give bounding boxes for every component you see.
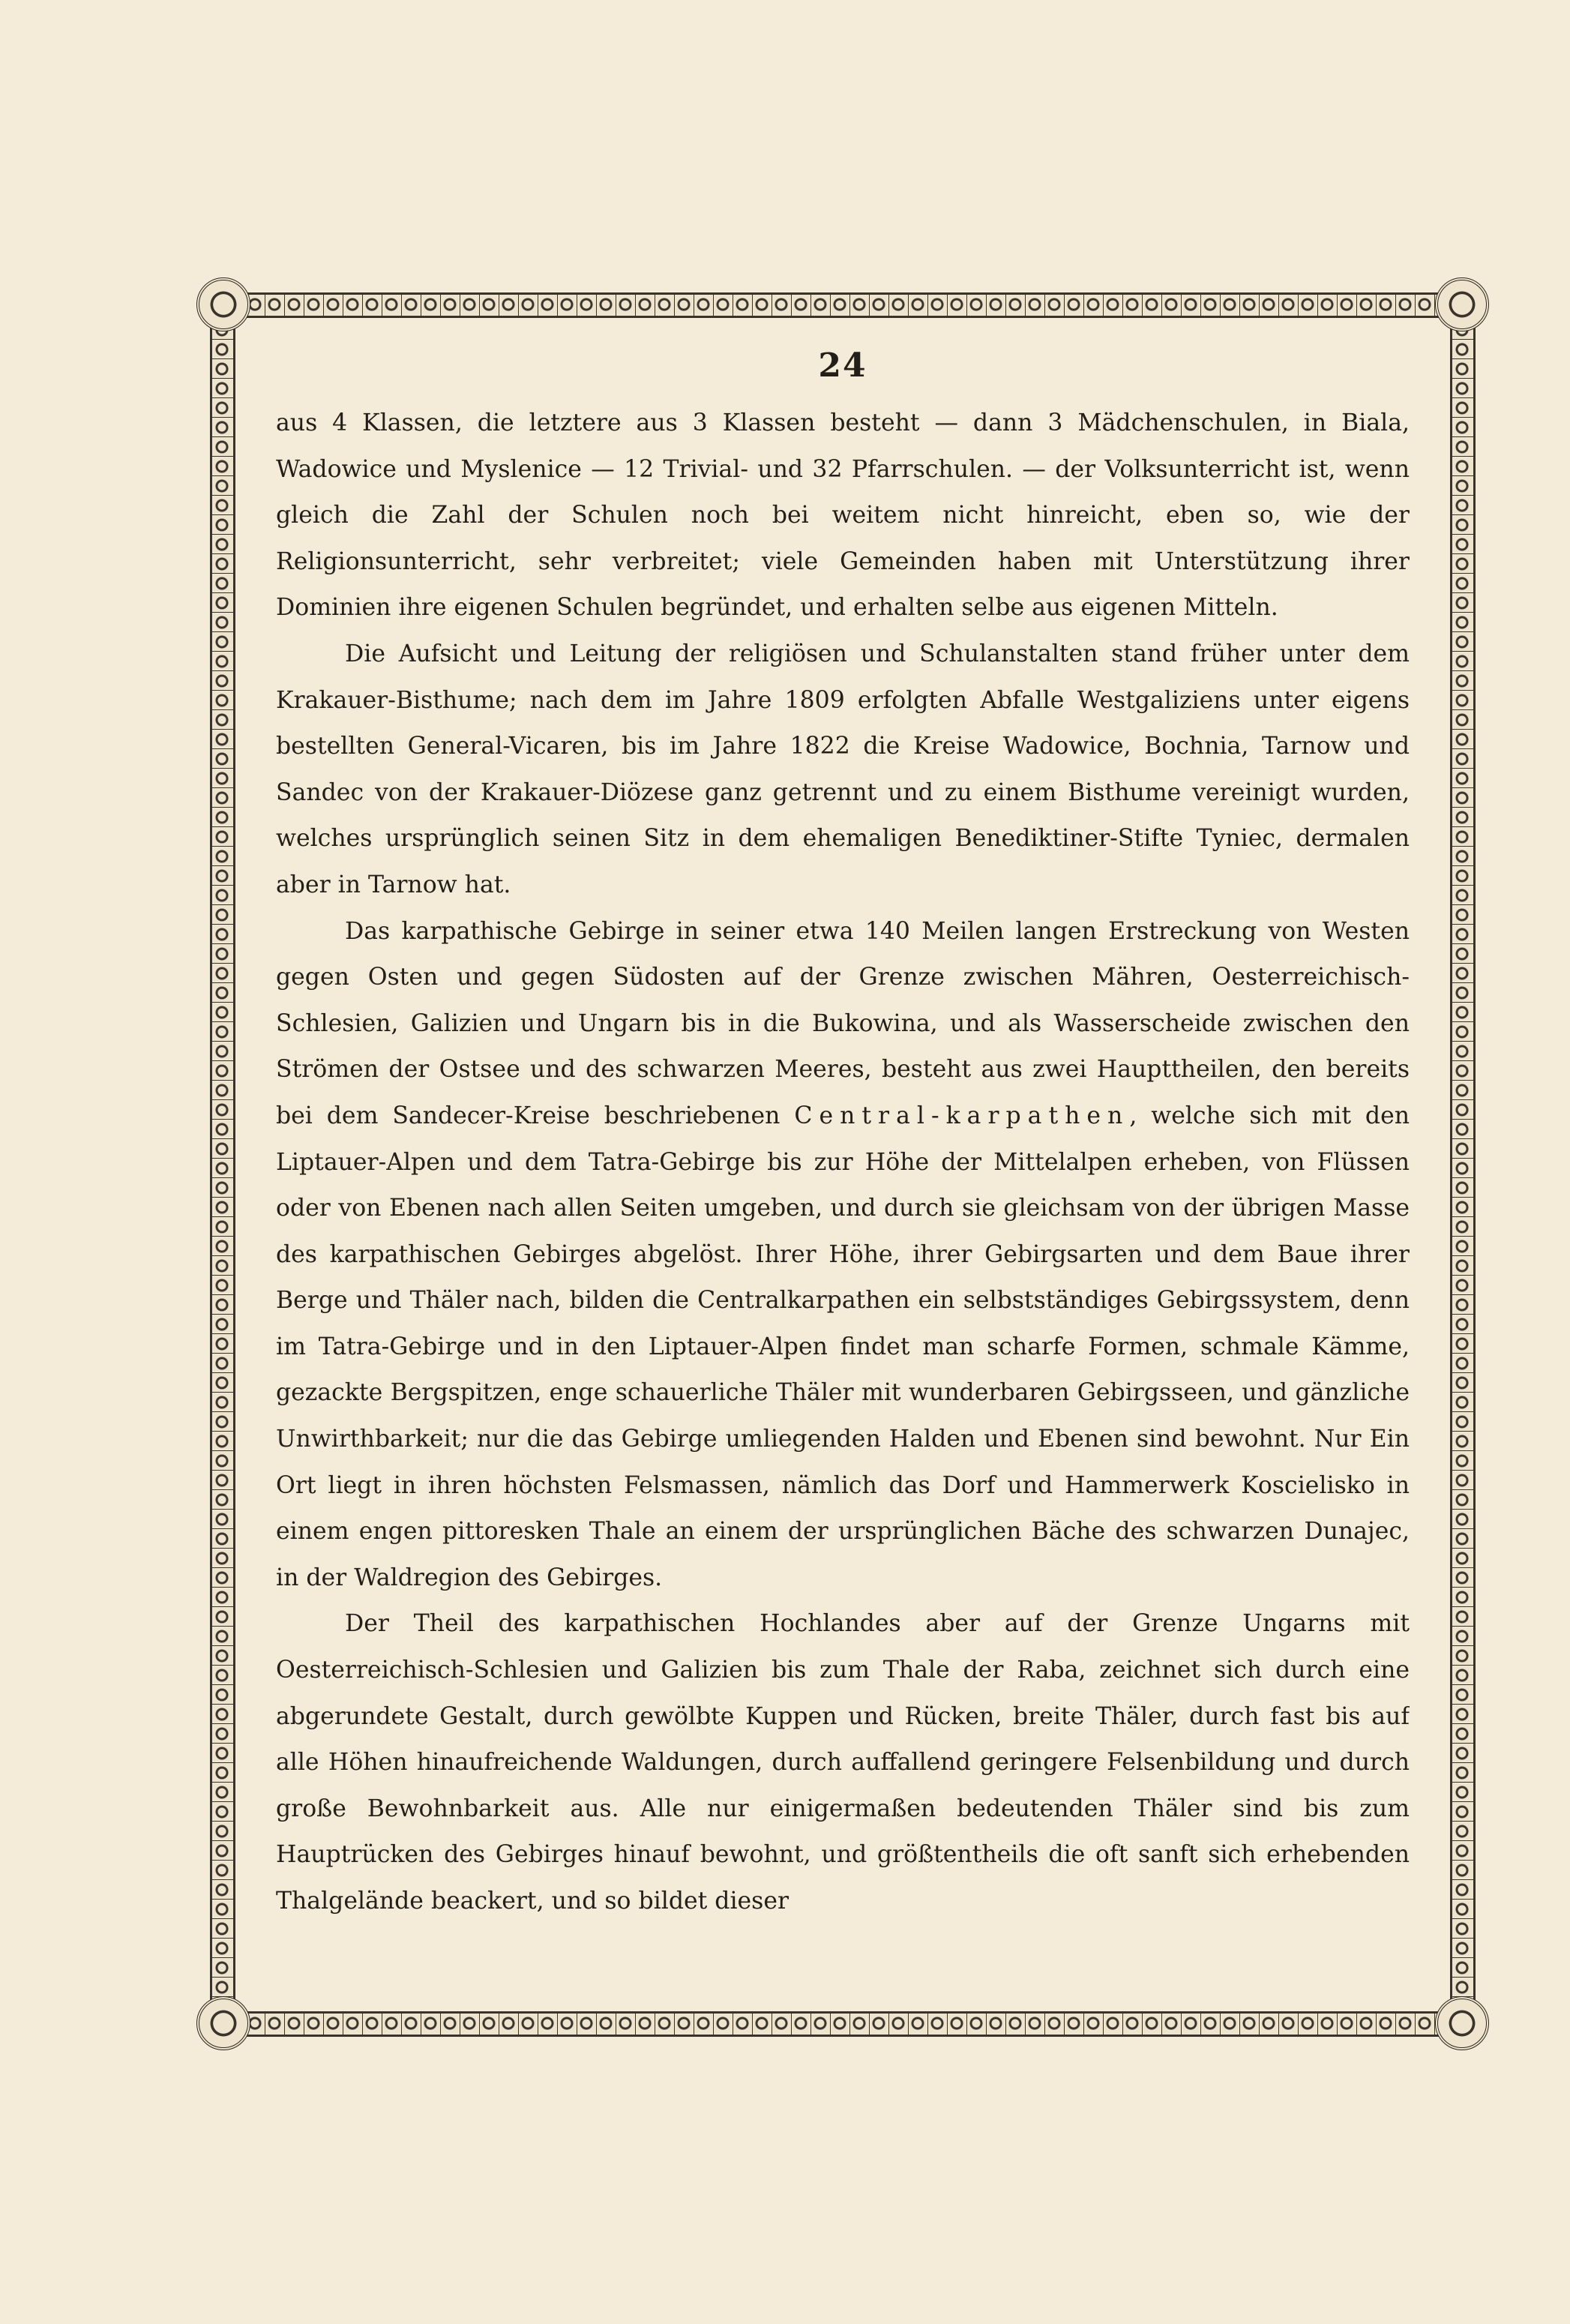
corner-ornament-icon (196, 1996, 250, 2050)
body-text (276, 400, 1410, 1990)
paragraph-carpathians-start: Das karpathische Gebirge in seiner etwa 140 Meilen langen Erstreckung von Westen gegen Osten und gegen Südosten auf der Grenze zwischen Mähren, Oesterreichisch-Schlesien, Galizien und Ungarn bis in die Bukowina, und als Wasserscheide zwischen den Strömen der Ostsee und des schwarzen Meeres, besteht aus zwei Haupttheilen, den bereits bei dem Sandecer-Kreise beschriebenen (276, 917, 1410, 1129)
page-number: 24 (818, 346, 867, 385)
corner-ornament-icon (1435, 277, 1489, 331)
page-frame (196, 274, 1489, 2056)
paragraph-carpathians (276, 909, 1410, 1602)
ornamental-border-right (1450, 318, 1476, 2011)
paragraph-supervision: Die Aufsicht und Leitung der religiösen und Schulanstalten stand früher unter dem Krakauer-Bisthume; nach dem im Jahre 1809 erfolgten Abfalle Westgaliziens unter eigens bestellten General-Vicaren, bis im Jahre 1822 die Kreise Wadowice, Bochnia, Tarnow und Sandec von der Krakauer-Diözese ganz getrennt und zu einem Bisthume vereinigt wurden, welches ursprünglich seinen Sitz in dem ehemaligen Benediktiner-Stifte Tyniec, dermalen aber in Tarnow hat. (276, 640, 1410, 898)
ornamental-border-bottom (223, 2011, 1462, 2037)
paragraph-highlands: Der Theil des karpathischen Hochlandes aber auf der Grenze Ungarns mit Oesterreichisch-Schlesien und Galizien bis zum Thale der Raba, zeichnet sich durch eine abgerundete Gestalt, durch gewölbte Kuppen und Rücken, breite Thäler, durch fast bis auf alle Höhen hinaufreichende Waldungen, durch auffallend geringere Felsenbildung und durch große Bewohnbarkeit aus. Alle nur einigermaßen bedeutenden Thäler sind bis zum Hauptrücken des Gebirges hinauf bewohnt, und größtentheils die oft sanft sich erhebenden Thalgelände beackert, und so bildet dieser (276, 1610, 1410, 1915)
corner-ornament-icon (196, 277, 250, 331)
corner-ornament-icon (1435, 1996, 1489, 2050)
paragraph-carpathians-end: , welche sich mit den Liptauer-Alpen und dem Tatra-Gebirge bis zur Höhe der Mittelalpen erheben, von Flüssen oder von Ebenen nach allen Seiten umgeben, und durch sie gleichsam von der übrigen Masse des karpathischen Gebirges abgelöst. Ihrer Höhe, ihrer Gebirgsarten und dem Baue ihrer Berge und Thäler nach, bilden die Centralkarpathen ein selbstständiges Gebirgssystem, denn im Tatra-Gebirge und in den Liptauer-Alpen findet man scharfe Formen, schmale Kämme, gezackte Bergspitzen, enge schauerliche Thäler mit wunderbaren Gebirgsseen, und gänzliche Unwirthbarkeit; nur die das Gebirge umliegenden Halden und Ebenen sind bewohnt. Nur Ein Ort liegt in ihren höchsten Felsmassen, nämlich das Dorf und Hammerwerk Koscielisko in einem engen pittoresken Thale an einem der ursprünglichen Bäche des schwarzen Dunajec, in der Waldregion des Gebirges. (276, 1102, 1410, 1591)
paragraph-schools: aus 4 Klassen, die letztere aus 3 Klassen besteht — dann 3 Mädchenschulen, in Biala, Wadowice und Myslenice — 12 Trivial- und 32 Pfarrschulen. — der Volksunterricht ist, wenn gleich die Zahl der Schulen noch bei weitem nicht hinreicht, eben so, wie der Religionsunterricht, sehr verbreitet; viele Gemeinden haben mit Unterstützung ihrer Dominien ihre eigenen Schulen begründet, und erhalten selbe aus eigenen Mitteln. (276, 409, 1410, 622)
ornamental-border-top (223, 292, 1462, 318)
spaced-term-central-carpathians: Central-karpathen (794, 1102, 1130, 1129)
ornamental-border-left (210, 318, 235, 2011)
